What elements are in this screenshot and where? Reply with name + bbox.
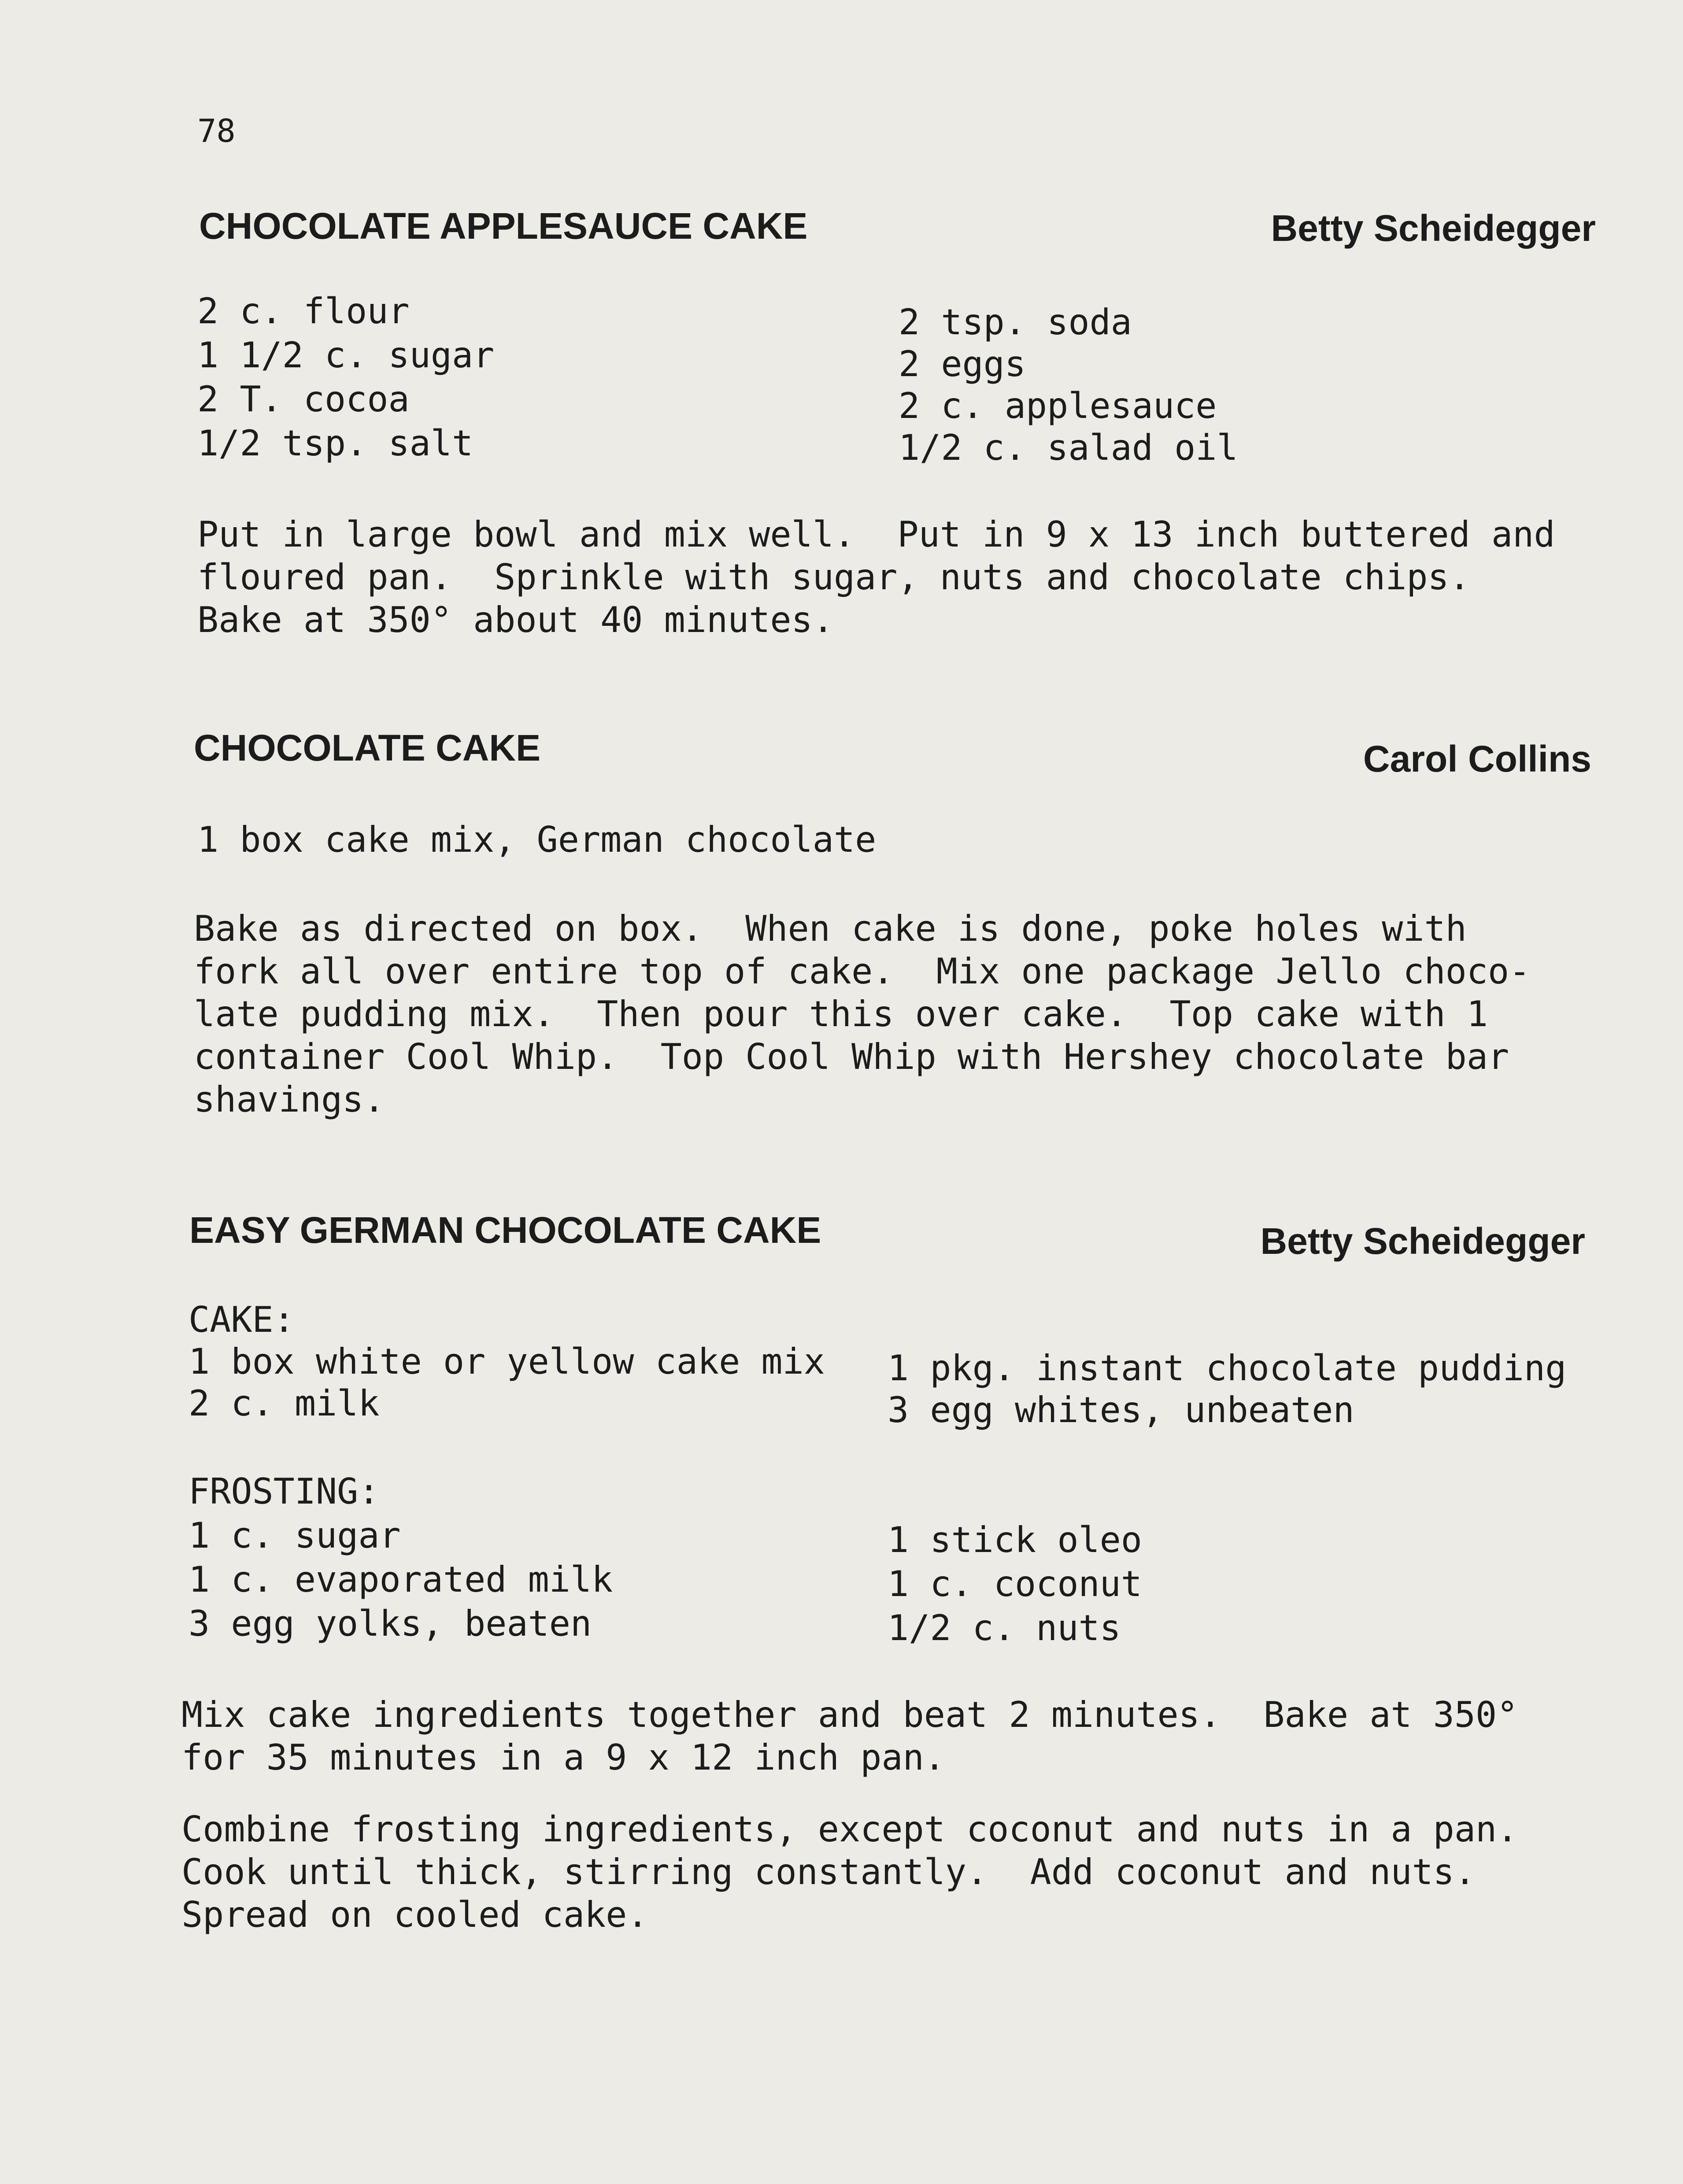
recipe-author: Carol Collins [1363,738,1591,780]
recipe-title: CHOCOLATE CAKE [194,727,541,769]
recipe-author: Betty Scheidegger [1271,207,1596,249]
recipe-directions: Put in large bowl and mix well. Put in 9 x 13 inch buttered and floured pan. Sprinkle with sugar, nuts and chocolate chips. Bake at 350° about 40 minutes. [197,514,1555,640]
ingredient: 2 eggs [899,344,1026,384]
ingredient: 3 egg whites, unbeaten [888,1389,1354,1430]
ingredient: 1 stick oleo [888,1519,1142,1560]
ingredient: 2 tsp. soda [899,302,1132,343]
ingredient: 2 T. cocoa [197,379,410,420]
ingredient: 1 c. evaporated milk [189,1559,613,1600]
recipe-title: EASY GERMAN CHOCOLATE CAKE [189,1209,821,1251]
recipe-title: CHOCOLATE APPLESAUCE CAKE [199,205,808,247]
page-number: 78 [197,112,236,149]
ingredient: 1 pkg. instant chocolate pudding [888,1348,1567,1389]
recipe-directions: Bake as directed on box. When cake is done, poke holes with fork all over entire top of cake. Mix one package Jello choco- late pudding mix. Then pour this over cake. Top cake with 1 container Cool Whip. Top Cool Whip with Hershey chocolate bar shavings. [194,908,1531,1120]
ingredient: 2 c. milk [189,1383,380,1424]
ingredient: 3 egg yolks, beaten [189,1603,592,1644]
recipe-directions: Combine frosting ingredients, except coconut and nuts in a pan. Cook until thick, stirring constantly. Add coconut and nuts. Spread on cooled cake. [181,1809,1518,1935]
ingredient: 2 c. applesauce [899,385,1217,426]
section-label: FROSTING: [189,1471,380,1512]
recipe-author: Betty Scheidegger [1260,1220,1585,1262]
ingredient: 1 c. coconut [888,1563,1142,1604]
recipe-directions: Mix cake ingredients together and beat 2 minutes. Bake at 350° for 35 minutes in a 9 x 12 inch pan. [181,1694,1518,1778]
ingredient: 1 box cake mix, German chocolate [197,819,877,860]
ingredient: 2 c. flour [197,291,410,332]
section-label: CAKE: [189,1299,295,1340]
ingredient: 1/2 tsp. salt [197,423,473,464]
ingredient: 1/2 c. salad oil [899,427,1238,468]
ingredient: 1 box white or yellow cake mix [189,1341,825,1382]
ingredient: 1 c. sugar [189,1515,401,1556]
ingredient: 1 1/2 c. sugar [197,335,495,376]
ingredient: 1/2 c. nuts [888,1608,1121,1648]
